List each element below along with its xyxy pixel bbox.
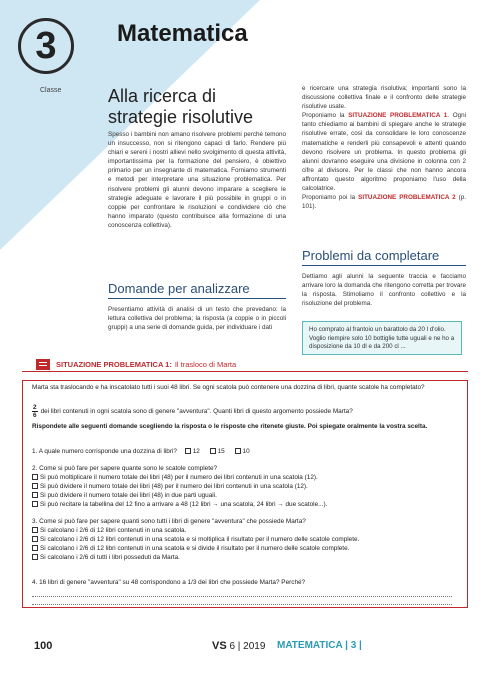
checkbox[interactable] [32,501,38,507]
question-2 [32,464,458,509]
situazione-2-link: SITUAZIONE PROBLEMATICA 2 [358,194,456,202]
answer-line[interactable] [32,596,452,597]
checkbox[interactable] [210,448,216,454]
checkbox[interactable] [32,554,38,560]
section-divider [302,265,466,266]
checkbox[interactable] [32,527,38,533]
exercise-fraction-line [32,404,458,419]
question-2-option[interactable]: Si può moltiplicare il numero totale dei libri (48) per il numero dei libri contenuti in una scatola (12). [32,473,458,482]
issue-info [212,640,265,652]
section-title-domande: Domande per analizzare [108,281,250,296]
section-footer: MATEMATICA | 3 | [277,640,362,651]
section-text-domande: Presentiamo attività di analisi di un testo che prevedano: la lettura collettiva del problema; la risposta (a coppie o in piccoli gruppi) a una serie di domande guida, per individuare i dati [108,306,286,332]
question-1-text: 1. A quale numero corrisponde una dozzina di libri? [32,448,177,455]
question-2-option[interactable]: Si può recitare la tabellina del 12 fino a arrivare a 48 (12 libri → una scatola, 24 libri → due scatole...). [32,500,458,509]
exercise-name: Il trasloco di Marta [174,359,237,369]
answer-line[interactable] [32,604,452,605]
question-2-option[interactable]: Si può dividere il numero totale dei libri (48) per il numero dei libri contenuti in una scatola (12). [32,482,458,491]
checkbox[interactable] [32,492,38,498]
section-divider [108,298,286,299]
checkbox[interactable] [32,536,38,542]
question-4-text: 4. 16 libri di genere "avventura" su 48 corrispondono a 1/3 dei libri che possiede Marta? Perché? [32,579,306,586]
question-3-option[interactable]: Si calcolano i 2/6 di 12 libri contenuti in una scatola e si moltiplica il risultato per il numero delle scatole complete. [32,535,458,544]
example-box: Ho comprato al frantoio un barattolo da 20 l d'olio. Voglio riempire solo 10 bottiglie tutte uguali e ne ho a disposizione da 10 dl e da 200 cl ... [302,321,462,355]
question-3-option[interactable]: Si calcolano i 2/6 di 12 libri contenuti in una scatola e si divide il risultato per il numero delle scatole complete. [32,544,458,553]
checkbox[interactable] [32,483,38,489]
checkbox[interactable] [235,448,241,454]
col2-p2b: . Ogni tanto chiediamo ai bambini di spiegare anche le strategie risolutive errate, così da consolidare le loro conoscenze matematiche e renderli più consapevoli e attenti quando devono risolvere un problema. In questo problema gli alunni dovranno eseguire una divisione in colonna con 2 cifre al divisore. Per le classi che non hanno ancora affrontato questo algoritmo proponiamo l'uso della calcolatrice. [302,112,466,193]
section-text-problemi: Dettiamo agli alunni la seguente traccia e facciamo arrivare loro la domanda che ritengono corretta per trovare la risposta. Stimoliamo il confronto collettivo e la risoluzione del problema. [302,273,466,308]
exercise-intro: Marta sta traslocando e ha inscatolato tutti i suoi 48 libri. Se ogni scatola può contenere una dozzina di libri, quante scatole ha completato? [32,384,425,391]
page-number: 100 [34,640,53,652]
option-15[interactable]: 15 [210,448,225,455]
question-2-text: 2. Come si può fare per sapere quante sono le scatole complete? [32,465,218,472]
question-3-option[interactable]: Si calcolano i 2/6 di 12 libri contenuti in una scatola. [32,526,458,535]
grade-label: Classe [40,87,62,94]
fraction-text: dei libri contenuti in ogni scatola sono di genere "avventura". Quanti libri di questo argomento possiede Marta? [40,408,353,416]
exercise-header [22,356,468,372]
question-3-option[interactable]: Si calcolano i 2/6 di tutti i libri posseduti da Marta. [32,553,458,562]
option-10[interactable]: 10 [235,448,250,455]
situazione-1-link: SITUAZIONE PROBLEMATICA 1 [348,112,448,120]
grade-number: 3 [35,24,57,67]
col2-p3a: Proponiamo poi la [302,194,359,202]
question-3-text: 3. Come si può fare per sapere quanti sono tutti i libri di genere "avventura" che possiede Marta? [32,518,306,525]
issue-date: 6 | 2019 [229,641,266,652]
worksheet-icon [36,359,50,370]
fraction [32,404,38,419]
fraction-numerator: 2 [33,404,37,411]
instruction-text: Rispondete alle seguenti domande scegliendo la risposta o le risposte che ritenete giuste. Poi spiegate oralmente la vostra scelta. [32,423,428,430]
column-two-paragraph [302,84,466,211]
col2-p1: e ricercare una strategia risolutiva; importanti sono la discussione collettiva finale e il confronto delle strategie risolutive usate. [302,85,466,111]
article-title: Alla ricerca di strategie risolutive [108,86,254,127]
intro-paragraph: Spesso i bambini non amano risolvere problemi perché temono un insuccesso, non si ritengono capaci di farlo. Rendere più chiari e sereni i nostri allievi nello svolgimento di questa attività, importantissima per la formazione del pensiero, è obiettivo primario per un insegnante di matematica. Forniamo strumenti e metodi per interpretare una situazione problematica. Per risolvere problemi gli alunni devono imparare a scegliere le strategie adeguate e lavorare il più possibile in gruppi o in coppie per confrontare le risoluzioni e condividere ciò che hanno imparato (questo contribuisce alla formazione di una conoscenza collettiva). [108,131,286,229]
checkbox[interactable] [32,545,38,551]
subject-title: Matematica [117,20,248,47]
option-12[interactable]: 12 [185,448,200,455]
col2-p3b: (p. 101). [302,194,466,211]
magazine-logo: VS [212,640,227,652]
exercise-header-line [22,371,468,372]
section-title-problemi: Problemi da completare [302,248,440,263]
grade-badge [18,18,74,74]
exercise-instruction [32,422,458,431]
fraction-denominator: 6 [33,412,37,419]
checkbox[interactable] [185,448,191,454]
checkbox[interactable] [32,474,38,480]
question-3 [32,517,458,562]
exercise-label: SITUAZIONE PROBLEMATICA 1: [56,359,172,369]
col2-p2a: Proponiamo la [302,112,349,120]
question-1 [32,447,458,456]
question-2-option[interactable]: Si può dividere il numero totale dei libri (48) in due parti uguali. [32,491,458,500]
